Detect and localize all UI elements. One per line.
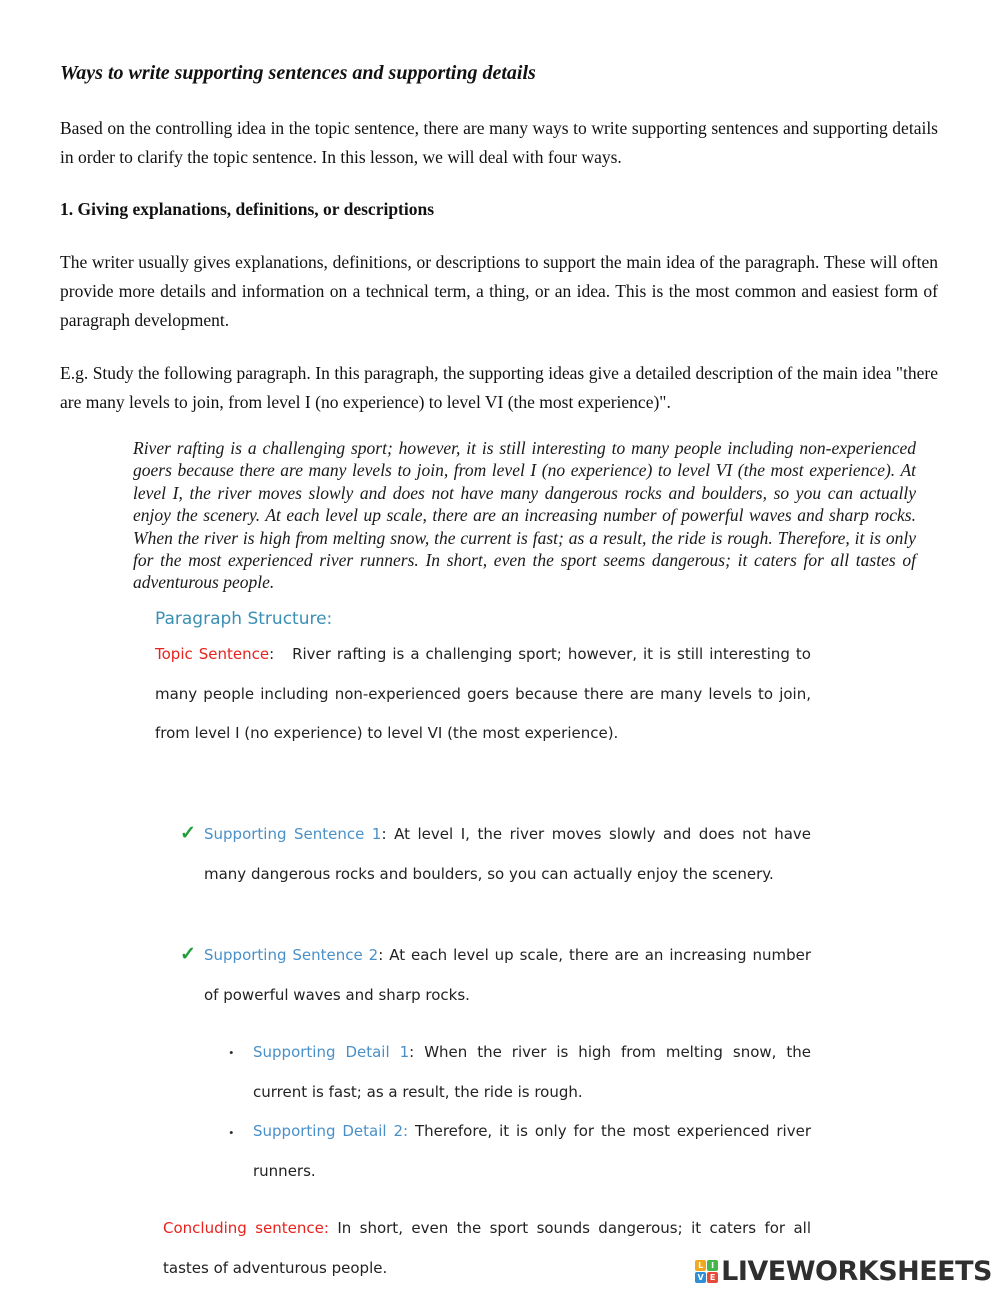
check-icon: ✓	[180, 944, 196, 965]
section-heading: 1. Giving explanations, definitions, or descriptions	[60, 199, 435, 219]
topic-sentence-block	[155, 635, 811, 754]
logo-text: LIVEWORKSHEETS	[721, 1255, 992, 1287]
supporting-sentence-2-label: Supporting Sentence 2	[204, 946, 379, 964]
supporting-detail-2-block	[253, 1112, 811, 1191]
concluding-sentence-label: Concluding sentence:	[163, 1219, 329, 1237]
logo-grid-icon	[695, 1260, 718, 1283]
supporting-detail-1-block	[253, 1033, 811, 1112]
example-intro: E.g. Study the following paragraph. In this paragraph, the supporting ideas give a detailed description of the main idea "there are many levels to join, from level I (no experience) to level VI (the most experience)".	[60, 363, 938, 412]
example-paragraph: River rafting is a challenging sport; however, it is still interesting to many people including non-experienced goers because there are many levels to join, from level I (no experience) to level VI (the most experience). At level I, the river moves slowly and does not have many dangerous rocks and boulders, so you can actually enjoy the scenery. At each level up scale, there are an increasing number of powerful waves and sharp rocks. When the river is high from melting snow, the current is fast; as a result, the ride is rough. Therefore, it is only for the most experienced river runners. In short, even the sport seems dangerous; it caters for all tastes of adventurous people.	[133, 438, 916, 593]
supporting-detail-2-label: Supporting Detail 2:	[253, 1122, 409, 1140]
section-body: The writer usually gives explanations, definitions, or descriptions to support the main idea of the paragraph. These will often provide more details and information on a technical term, a thing, or an idea. This is the most common and easiest form of paragraph development.	[60, 252, 938, 330]
topic-sentence-label: Topic Sentence	[155, 645, 270, 663]
logo-tile: L	[695, 1260, 706, 1271]
supporting-sentence-1-colon: :	[381, 825, 387, 843]
structure-title: Paragraph Structure:	[155, 609, 333, 629]
supporting-sentence-1-label: Supporting Sentence 1	[204, 825, 382, 843]
logo-tile: I	[707, 1260, 718, 1271]
supporting-sentence-1-block	[204, 815, 811, 894]
page-title: Ways to write supporting sentences and supporting details	[60, 62, 536, 84]
check-icon: ✓	[180, 823, 196, 844]
supporting-sentence-2-text: At each level up scale, there are an increasing number of powerful waves and sharp rocks.	[204, 946, 811, 1004]
supporting-sentence-1-text: At level I, the river moves slowly and does not have many dangerous rocks and boulders, so you can actually enjoy the scenery.	[204, 825, 811, 883]
logo-tile: E	[707, 1272, 718, 1283]
supporting-detail-1-label: Supporting Detail 1	[253, 1043, 410, 1061]
supporting-detail-1-text: When the river is high from melting snow, the current is fast; as a result, the ride is rough.	[253, 1043, 811, 1101]
topic-sentence-colon: :	[269, 645, 275, 663]
concluding-sentence-text: In short, even the sport sounds dangerous; it caters for all tastes of adventurous people.	[163, 1219, 811, 1277]
topic-sentence-text: River rafting is a challenging sport; however, it is still interesting to many people including non-experienced goers because there are many levels to join, from level I (no experience) to level VI (the most experience).	[155, 645, 811, 742]
supporting-sentence-2-colon: :	[378, 946, 384, 964]
supporting-detail-2-text: Therefore, it is only for the most experienced river runners.	[253, 1122, 811, 1180]
supporting-detail-1-colon: :	[409, 1043, 415, 1061]
logo-tile: V	[695, 1272, 706, 1283]
bullet-icon: •	[229, 1125, 234, 1140]
supporting-sentence-2-block	[204, 936, 811, 1015]
intro-paragraph: Based on the controlling idea in the topic sentence, there are many ways to write supporting sentences and supporting details in order to clarify the topic sentence. In this lesson, we will deal with four ways.	[60, 118, 938, 167]
liveworksheets-logo	[695, 1254, 992, 1288]
bullet-icon: •	[229, 1045, 234, 1060]
